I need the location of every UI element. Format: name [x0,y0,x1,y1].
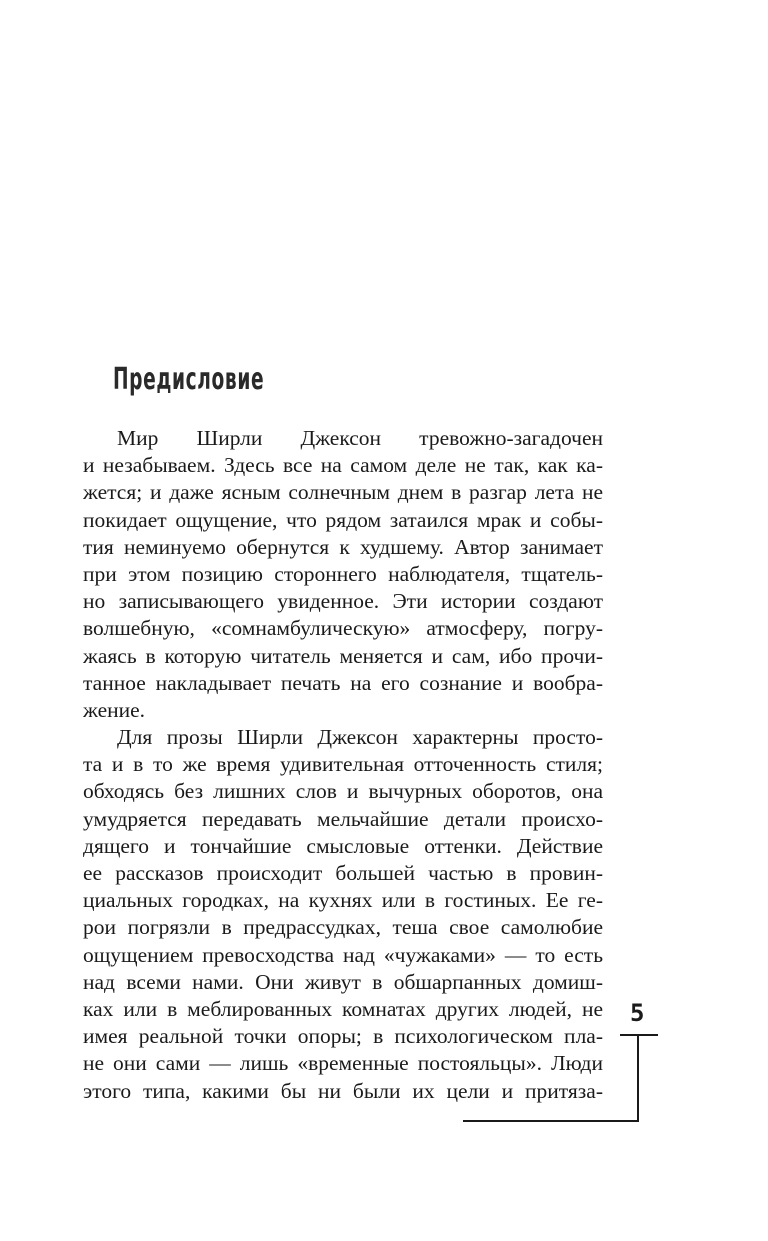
text-line: волшебную, «сомнамбулическую» атмосферу, погру- [83,616,603,641]
text-line: обходясь без лишних слов и вычурных оборотов, она [83,779,603,804]
body-text [83,425,603,1105]
text-line: но записывающего увиденное. Эти истории создают [83,589,603,614]
page-number-rule-top [620,1034,658,1036]
text-line: тия неминуемо обернутся к худшему. Автор занимает [83,534,603,559]
page-number: 5 [630,999,645,1027]
text-line: этого типа, какими бы ни были их цели и притяза- [83,1078,603,1103]
text-line: покидает ощущение, что рядом затаился мрак и собы- [83,507,603,532]
text-line: не они сами — лишь «временные постояльцы». Люди [83,1051,603,1076]
text-line: жаясь в которую читатель меняется и сам, ибо прочи- [83,643,603,668]
text-line: рои погрязли в предрассудках, теша свое самолюбие [83,915,603,940]
text-line: умудряется передавать мельчайшие детали происхо- [83,806,603,831]
text-line: ощущением превосходства над «чужаками» — то есть [83,942,603,967]
text-line: ках или в меблированных комнатах других людей, не [83,996,603,1021]
page-number-rule-vertical [637,1034,639,1122]
text-line: имея реальной точки опоры; в психологическом пла- [83,1024,603,1049]
text-line: Для прозы Ширли Джексон характерны просто- [117,725,603,750]
text-line: жение. [83,697,146,722]
text-line: та и в то же время удивительная отточенность стиля; [83,752,603,777]
text-line: над всеми нами. Они живут в обшарпанных домиш- [83,969,603,994]
page-number-rule-horizontal [463,1120,639,1122]
text-line: при этом позицию стороннего наблюдателя, тщатель- [83,561,603,586]
text-line: циальных городках, на кухнях или в гостиных. Ее ге- [83,888,603,913]
text-line: ее рассказов происходит большей частью в провин- [83,861,603,885]
text-line: танное накладывает печать на его сознание и вообра- [83,670,603,695]
text-line: и незабываем. Здесь все на самом деле не так, как ка- [83,453,603,478]
text-line: Мир Ширли Джексон тревожно-загадочен [117,426,603,450]
chapter-title: Предисловие [113,362,265,397]
text-line: жется; и даже ясным солнечным днем в разгар лета не [83,480,603,505]
text-line: дящего и тончайшие смысловые оттенки. Действие [83,833,603,858]
